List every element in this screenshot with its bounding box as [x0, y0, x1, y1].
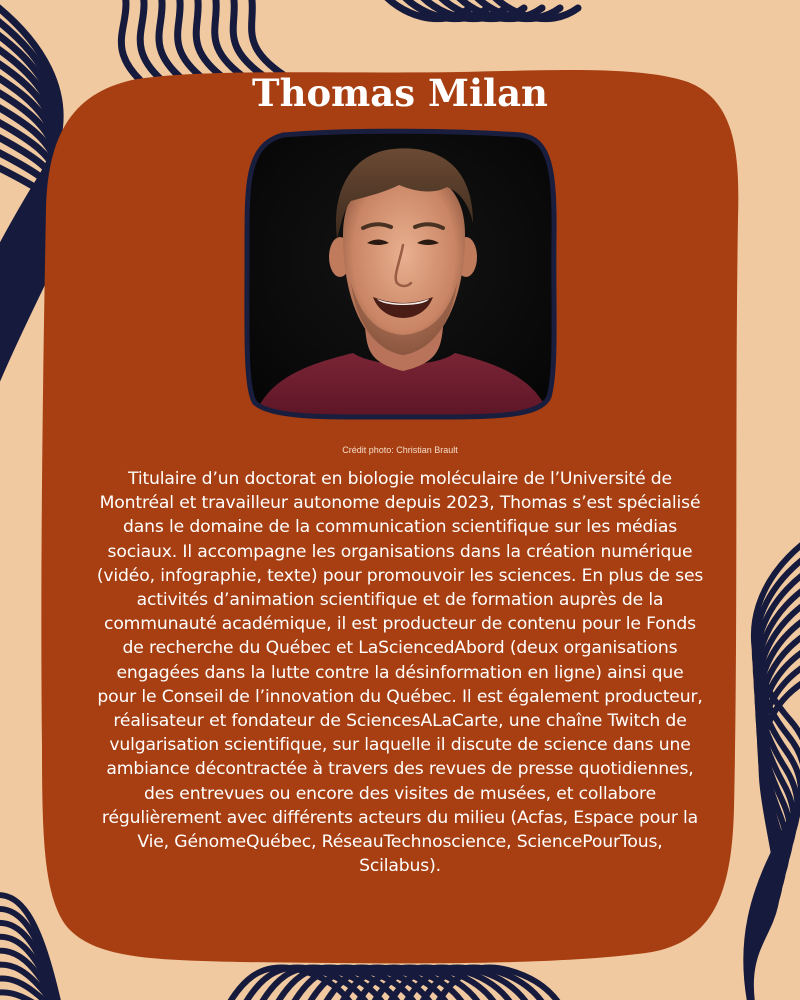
biography-text: Titulaire d’un doctorat en biologie moléculaire de l’Université de Montréal et travailleur autonome depuis 2023, Thomas s’est spécialisé dans le domaine de la communication scientifique sur les médias sociaux. Il accompagne les organisations dans la création numérique (vidéo, infographie, texte) pour promouvoir les sciences. En plus de ses activités d’animation scientifique et de formation auprès de la communauté académique, il est producteur de contenu pour le Fonds de recherche du Québec et LaSciencedAbord (deux organisations engagées dans la lutte contre la désinformation en ligne) ainsi que pour le Conseil de l’innovation du Québec. Il est également producteur, réalisateur et fondateur de SciencesALaCarte, une chaîne Twitch de vulgarisation scientifique, sur laquelle il discute de science dans une ambiance décontractée à travers des revues de presse quotidiennes, des entrevues ou encore des visites de musées, et collabore régulièrement avec différents acteurs du milieu (Acfas, Espace pour la Vie, GénomeQuébec, RéseauTechnoscience, SciencePourTous, Scilabus).: [96, 469, 704, 877]
photo-credit: Crédit photo: Christian Brault: [342, 445, 458, 455]
portrait-photo: [243, 127, 558, 423]
right-wave-stripes: [746, 520, 800, 1000]
person-name: Thomas Milan: [252, 71, 548, 115]
portrait-image: [243, 127, 558, 423]
